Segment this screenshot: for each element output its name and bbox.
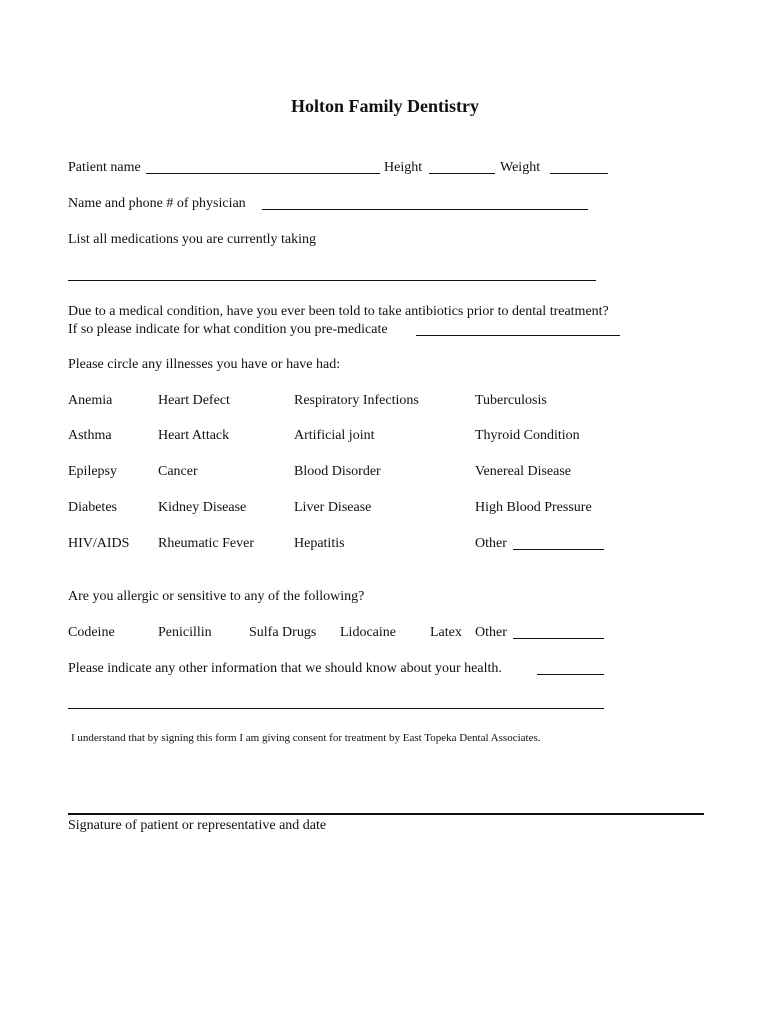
illness-option[interactable]: Heart Attack (158, 428, 230, 443)
medications-label: List all medications you are currently taking (68, 232, 317, 247)
illness-option[interactable]: Thyroid Condition (475, 428, 580, 443)
illness-option[interactable]: Blood Disorder (294, 464, 381, 479)
premedicate-label: If so please indicate for what condition you pre-medicate (68, 322, 388, 337)
illness-option[interactable]: Asthma (68, 428, 112, 443)
illness-option[interactable]: Kidney Disease (158, 500, 247, 515)
illness-option[interactable]: Epilepsy (68, 464, 117, 479)
allergy-option[interactable]: Sulfa Drugs (249, 625, 317, 640)
illness-option[interactable]: Diabetes (68, 500, 117, 515)
illness-option[interactable]: Liver Disease (294, 500, 372, 515)
signature-field[interactable] (68, 813, 704, 815)
illness-option[interactable]: HIV/AIDS (68, 536, 130, 551)
other-info-label: Please indicate any other information that we should know about your health. (68, 661, 502, 676)
illness-option[interactable]: Tuberculosis (475, 393, 547, 408)
patient-name-label: Patient name (68, 160, 141, 175)
physician-field[interactable] (262, 209, 588, 210)
premedicate-field[interactable] (416, 335, 620, 336)
allergy-other-field[interactable] (513, 638, 604, 639)
illness-option[interactable]: Cancer (158, 464, 198, 479)
other-info-field[interactable] (68, 708, 604, 709)
form-title: Holton Family Dentistry (291, 96, 479, 116)
allergy-option[interactable]: Penicillin (158, 625, 212, 640)
illness-option[interactable]: Respiratory Infections (294, 393, 419, 408)
illness-option-other[interactable]: Other (475, 536, 507, 551)
patient-name-field[interactable] (146, 173, 380, 174)
allergy-option-other[interactable]: Other (475, 625, 507, 640)
illness-option[interactable]: Venereal Disease (475, 464, 572, 479)
allergy-prompt: Are you allergic or sensitive to any of the following? (68, 589, 365, 604)
antibiotics-question: Due to a medical condition, have you ever been told to take antibiotics prior to dental treatment? (68, 304, 609, 319)
height-field[interactable] (429, 173, 495, 174)
medications-field[interactable] (68, 280, 596, 281)
illness-option[interactable]: Rheumatic Fever (158, 536, 255, 551)
illness-other-field[interactable] (513, 549, 604, 550)
illness-option[interactable]: Heart Defect (158, 393, 230, 408)
weight-field[interactable] (550, 173, 608, 174)
illness-option[interactable]: Hepatitis (294, 536, 345, 551)
physician-label: Name and phone # of physician (68, 196, 246, 211)
consent-text: I understand that by signing this form I am giving consent for treatment by East Topeka Dental Associates. (71, 732, 541, 744)
illnesses-prompt: Please circle any illnesses you have or have had: (68, 357, 341, 372)
height-label: Height (384, 160, 423, 175)
allergy-option[interactable]: Latex (430, 625, 462, 640)
other-info-field-inline[interactable] (537, 674, 604, 675)
illness-option[interactable]: High Blood Pressure (475, 500, 592, 515)
weight-label: Weight (500, 160, 541, 175)
illness-option[interactable]: Anemia (68, 393, 113, 408)
signature-label: Signature of patient or representative and date (68, 818, 327, 833)
allergy-option[interactable]: Codeine (68, 625, 115, 640)
allergy-option[interactable]: Lidocaine (340, 625, 396, 640)
illness-option[interactable]: Artificial joint (294, 428, 375, 443)
